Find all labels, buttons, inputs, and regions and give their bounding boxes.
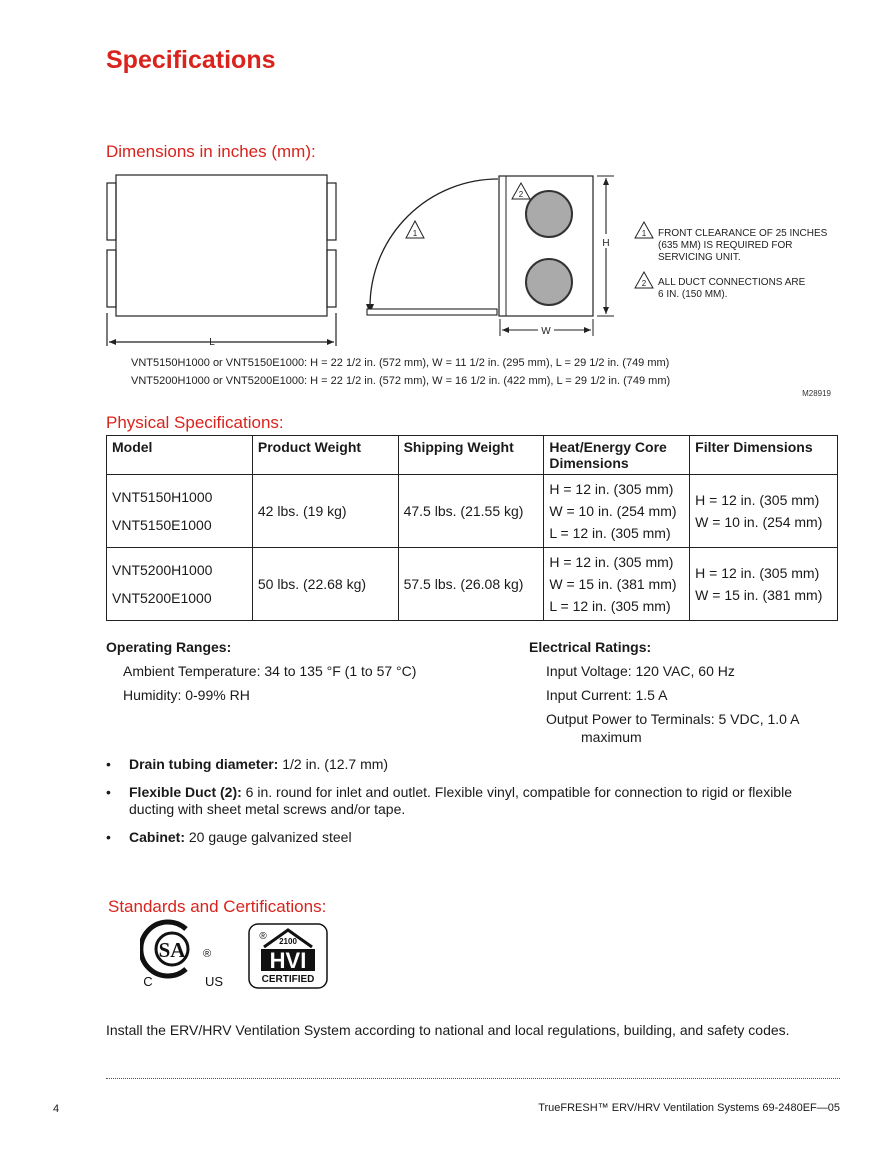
- install-note: Install the ERV/HRV Ventilation System according to national and local regulations, building, and safety codes.: [106, 1022, 790, 1038]
- csa-registered: ®: [202, 948, 212, 960]
- cell-filter-dimensions: [690, 475, 838, 548]
- csa-logo: [141, 922, 223, 989]
- hvi-registered: ®: [259, 931, 267, 942]
- model-name: VNT5150E1000: [112, 517, 212, 533]
- certification-logos: [140, 919, 340, 991]
- hvi-logo: [249, 924, 327, 988]
- model-name: VNT5200E1000: [112, 590, 212, 606]
- svg-text:2: 2: [518, 190, 524, 199]
- core-w: W = 10 in. (254 mm): [549, 503, 677, 519]
- label-h: H: [602, 238, 610, 249]
- bullet-text: 6 in. round for inlet and outlet. Flexible vinyl, compatible for connection to rigid or flexible ducting with sheet metal screws and/or tape.: [129, 784, 792, 817]
- input-voltage: Input Voltage: 120 VAC, 60 Hz: [546, 663, 735, 679]
- footer-divider: [106, 1078, 840, 1079]
- standards-heading: Standards and Certifications:: [108, 897, 327, 916]
- dimension-spec-line-1: VNT5150H1000 or VNT5150E1000: H = 22 1/2 in. (572 mm), W = 11 1/2 in. (295 mm), L = 29 1/2 in. (749 mm): [131, 357, 670, 369]
- drawing-number: M28919: [802, 389, 831, 398]
- core-l: L = 12 in. (305 mm): [549, 525, 671, 541]
- physical-specs-heading: Physical Specifications:: [106, 413, 284, 432]
- svg-text:1: 1: [412, 229, 418, 238]
- header-core-dimensions: Heat/Energy Core Dimensions: [544, 436, 690, 475]
- note-1-line-1: FRONT CLEARANCE OF 25 INCHES: [658, 228, 828, 239]
- bullet-drain-tubing: [106, 756, 826, 773]
- csa-us: US: [204, 974, 224, 989]
- label-l: L: [209, 337, 215, 348]
- bullet-label: Flexible Duct (2):: [129, 784, 242, 800]
- duct-collar-right-top: [327, 183, 336, 240]
- filter-h: H = 12 in. (305 mm): [695, 565, 820, 581]
- hvi-name: HVI: [269, 948, 307, 973]
- bullet-label: Cabinet:: [129, 829, 185, 845]
- cell-models: [107, 475, 253, 548]
- core-w: W = 15 in. (381 mm): [549, 576, 677, 592]
- note-2-line-2: 6 IN. (150 MM).: [658, 289, 728, 300]
- output-power-continued: maximum: [581, 729, 642, 745]
- footer-text: TrueFRESH™ ERV/HRV Ventilation Systems 69-2480EF—05: [538, 1102, 840, 1114]
- table-header-row: [107, 436, 838, 475]
- cell-shipping-weight: 47.5 lbs. (21.55 kg): [398, 475, 544, 548]
- svg-text:1: 1: [641, 229, 647, 238]
- table-row: [107, 475, 838, 548]
- filter-h: H = 12 in. (305 mm): [695, 492, 820, 508]
- bullet-dot: •: [106, 784, 111, 800]
- ambient-temperature: Ambient Temperature: 34 to 135 °F (1 to 57 °C): [123, 663, 417, 679]
- label-w: W: [541, 326, 551, 337]
- header-filter-dimensions: Filter Dimensions: [690, 436, 838, 475]
- csa-mark: SA: [158, 938, 186, 962]
- hvi-number: 2100: [279, 937, 297, 946]
- duct-collar-right-bottom: [327, 250, 336, 307]
- core-h: H = 12 in. (305 mm): [549, 481, 674, 497]
- cell-product-weight: 42 lbs. (19 kg): [252, 475, 398, 548]
- note-1-line-3: SERVICING UNIT.: [658, 252, 741, 263]
- cell-models: [107, 548, 253, 621]
- humidity: Humidity: 0-99% RH: [123, 687, 250, 703]
- unit-base-plate: [367, 309, 497, 315]
- filter-w: W = 10 in. (254 mm): [695, 514, 823, 530]
- output-power: Output Power to Terminals: 5 VDC, 1.0 A: [546, 711, 800, 727]
- operating-ranges-heading: Operating Ranges:: [106, 639, 232, 655]
- header-model: Model: [107, 436, 253, 475]
- cell-core-dimensions: [544, 475, 690, 548]
- dimension-diagram: [100, 168, 840, 348]
- electrical-ratings-heading: Electrical Ratings:: [529, 639, 652, 655]
- model-name: VNT5150H1000: [112, 489, 213, 505]
- note-2-line-1: ALL DUCT CONNECTIONS ARE: [658, 277, 806, 288]
- svg-text:2: 2: [641, 279, 647, 288]
- table-row: [107, 548, 838, 621]
- header-product-weight: Product Weight: [252, 436, 398, 475]
- bullet-dot: •: [106, 756, 111, 772]
- dimensions-heading: Dimensions in inches (mm):: [106, 142, 316, 161]
- note-1-line-2: (635 MM) IS REQUIRED FOR: [658, 240, 793, 251]
- duct-port-top: [526, 191, 572, 237]
- clearance-arc: [370, 179, 498, 307]
- cell-shipping-weight: 57.5 lbs. (26.08 kg): [398, 548, 544, 621]
- page-number: 4: [53, 1103, 60, 1115]
- dimension-spec-line-2: VNT5200H1000 or VNT5200E1000: H = 22 1/2 in. (572 mm), W = 16 1/2 in. (422 mm), L = 29 1/2 in. (749 mm): [131, 375, 671, 387]
- input-current: Input Current: 1.5 A: [546, 687, 668, 703]
- hvi-certified: CERTIFIED: [261, 974, 315, 985]
- core-l: L = 12 in. (305 mm): [549, 598, 671, 614]
- model-name: VNT5200H1000: [112, 562, 213, 578]
- page-title: Specifications: [106, 46, 276, 74]
- header-shipping-weight: Shipping Weight: [398, 436, 544, 475]
- bullet-text: 1/2 in. (12.7 mm): [278, 756, 389, 772]
- cell-core-dimensions: [544, 548, 690, 621]
- cell-filter-dimensions: [690, 548, 838, 621]
- unit-front-body: [116, 175, 327, 316]
- filter-w: W = 15 in. (381 mm): [695, 587, 823, 603]
- physical-specs-table: [106, 435, 838, 621]
- bullet-text: 20 gauge galvanized steel: [185, 829, 352, 845]
- bullet-cabinet: [106, 829, 826, 846]
- bullet-label: Drain tubing diameter:: [129, 756, 279, 772]
- duct-port-bottom: [526, 259, 572, 305]
- bullet-flexible-duct: [106, 784, 826, 818]
- duct-collar-left-top: [107, 183, 116, 240]
- duct-collar-left-bottom: [107, 250, 116, 307]
- cell-product-weight: 50 lbs. (22.68 kg): [252, 548, 398, 621]
- core-h: H = 12 in. (305 mm): [549, 554, 674, 570]
- bullet-dot: •: [106, 829, 111, 845]
- csa-c: C: [143, 974, 153, 989]
